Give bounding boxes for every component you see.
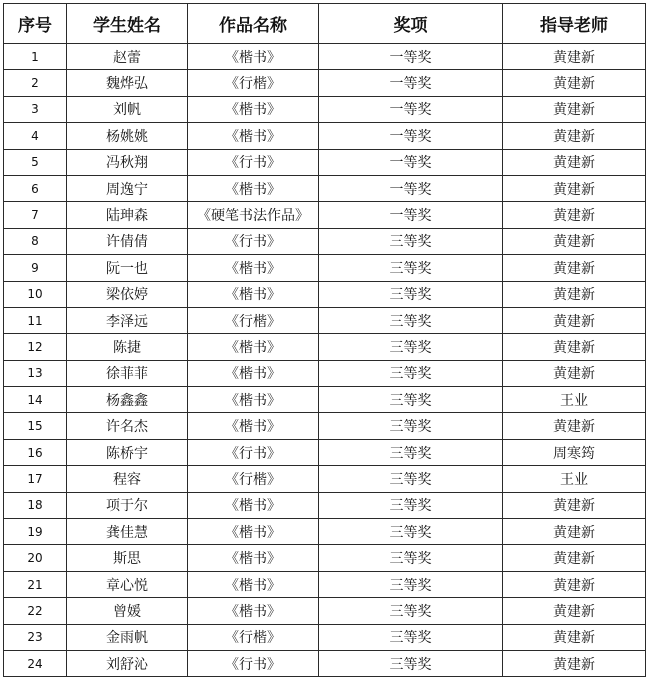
cell-award: 三等奖 <box>319 307 503 333</box>
cell-instructor: 黄建新 <box>503 598 646 624</box>
table-row <box>4 545 646 571</box>
cell-award: 一等奖 <box>319 149 503 175</box>
cell-work-title: 《硬笔书法作品》 <box>188 202 319 228</box>
cell-instructor: 黄建新 <box>503 334 646 360</box>
cell-student-name: 冯秋翔 <box>67 149 188 175</box>
cell-instructor: 周寒筠 <box>503 439 646 465</box>
cell-student-name: 曾媛 <box>67 598 188 624</box>
cell-work-title: 《行楷》 <box>188 624 319 650</box>
table-row <box>4 175 646 201</box>
table-row <box>4 96 646 122</box>
cell-award: 三等奖 <box>319 624 503 650</box>
cell-student-name: 许名杰 <box>67 413 188 439</box>
cell-instructor: 黄建新 <box>503 149 646 175</box>
cell-work-title: 《楷书》 <box>188 281 319 307</box>
cell-work-title: 《楷书》 <box>188 519 319 545</box>
cell-number: 17 <box>4 466 67 492</box>
cell-award: 一等奖 <box>319 123 503 149</box>
table-row <box>4 387 646 413</box>
cell-student-name: 李泽远 <box>67 307 188 333</box>
cell-instructor: 黄建新 <box>503 307 646 333</box>
cell-award: 一等奖 <box>319 175 503 201</box>
table-row <box>4 228 646 254</box>
cell-number: 6 <box>4 175 67 201</box>
cell-work-title: 《楷书》 <box>188 255 319 281</box>
cell-number: 14 <box>4 387 67 413</box>
cell-student-name: 徐菲菲 <box>67 360 188 386</box>
cell-award: 三等奖 <box>319 650 503 676</box>
cell-instructor: 黄建新 <box>503 44 646 70</box>
cell-award: 三等奖 <box>319 228 503 254</box>
cell-work-title: 《行书》 <box>188 650 319 676</box>
table-row <box>4 413 646 439</box>
header-instructor: 指导老师 <box>503 4 646 44</box>
cell-instructor: 黄建新 <box>503 650 646 676</box>
cell-student-name: 程容 <box>67 466 188 492</box>
cell-student-name: 陆珅森 <box>67 202 188 228</box>
cell-work-title: 《楷书》 <box>188 334 319 360</box>
cell-student-name: 许倩倩 <box>67 228 188 254</box>
cell-student-name: 梁依婷 <box>67 281 188 307</box>
cell-work-title: 《楷书》 <box>188 96 319 122</box>
cell-instructor: 黄建新 <box>503 202 646 228</box>
cell-work-title: 《楷书》 <box>188 598 319 624</box>
cell-instructor: 黄建新 <box>503 123 646 149</box>
header-work-title: 作品名称 <box>188 4 319 44</box>
cell-number: 12 <box>4 334 67 360</box>
cell-number: 4 <box>4 123 67 149</box>
cell-instructor: 黄建新 <box>503 228 646 254</box>
cell-number: 10 <box>4 281 67 307</box>
table-row <box>4 149 646 175</box>
cell-number: 9 <box>4 255 67 281</box>
table-body <box>4 44 646 677</box>
table-row <box>4 519 646 545</box>
cell-number: 22 <box>4 598 67 624</box>
cell-work-title: 《行书》 <box>188 149 319 175</box>
cell-award: 三等奖 <box>319 545 503 571</box>
cell-instructor: 黄建新 <box>503 175 646 201</box>
cell-instructor: 王业 <box>503 387 646 413</box>
cell-number: 21 <box>4 571 67 597</box>
cell-instructor: 黄建新 <box>503 519 646 545</box>
cell-student-name: 刘帆 <box>67 96 188 122</box>
cell-award: 三等奖 <box>319 281 503 307</box>
cell-award: 三等奖 <box>319 255 503 281</box>
cell-number: 5 <box>4 149 67 175</box>
cell-award: 三等奖 <box>319 492 503 518</box>
table-row <box>4 466 646 492</box>
cell-work-title: 《行楷》 <box>188 70 319 96</box>
header-award: 奖项 <box>319 4 503 44</box>
cell-award: 一等奖 <box>319 202 503 228</box>
cell-number: 24 <box>4 650 67 676</box>
header-student-name: 学生姓名 <box>67 4 188 44</box>
cell-award: 三等奖 <box>319 360 503 386</box>
table-row <box>4 492 646 518</box>
cell-student-name: 金雨帆 <box>67 624 188 650</box>
cell-number: 18 <box>4 492 67 518</box>
cell-instructor: 黄建新 <box>503 492 646 518</box>
cell-award: 三等奖 <box>319 519 503 545</box>
cell-work-title: 《楷书》 <box>188 545 319 571</box>
cell-number: 2 <box>4 70 67 96</box>
cell-work-title: 《楷书》 <box>188 44 319 70</box>
table-row <box>4 281 646 307</box>
header-number: 序号 <box>4 4 67 44</box>
cell-number: 8 <box>4 228 67 254</box>
cell-number: 3 <box>4 96 67 122</box>
cell-award: 三等奖 <box>319 598 503 624</box>
cell-award: 三等奖 <box>319 571 503 597</box>
cell-student-name: 项于尔 <box>67 492 188 518</box>
table-row <box>4 44 646 70</box>
cell-work-title: 《楷书》 <box>188 387 319 413</box>
cell-number: 11 <box>4 307 67 333</box>
table-row <box>4 202 646 228</box>
cell-number: 1 <box>4 44 67 70</box>
cell-work-title: 《楷书》 <box>188 360 319 386</box>
cell-award: 三等奖 <box>319 413 503 439</box>
cell-work-title: 《行书》 <box>188 439 319 465</box>
cell-number: 20 <box>4 545 67 571</box>
cell-student-name: 龚佳慧 <box>67 519 188 545</box>
cell-instructor: 黄建新 <box>503 413 646 439</box>
cell-instructor: 黄建新 <box>503 624 646 650</box>
cell-student-name: 陈捷 <box>67 334 188 360</box>
awards-table <box>3 3 646 677</box>
cell-work-title: 《行书》 <box>188 228 319 254</box>
cell-student-name: 阮一也 <box>67 255 188 281</box>
table-row <box>4 70 646 96</box>
table-row <box>4 439 646 465</box>
cell-work-title: 《楷书》 <box>188 413 319 439</box>
cell-award: 三等奖 <box>319 466 503 492</box>
cell-student-name: 杨姚姚 <box>67 123 188 149</box>
cell-student-name: 杨鑫鑫 <box>67 387 188 413</box>
cell-student-name: 陈桥宇 <box>67 439 188 465</box>
cell-student-name: 周逸宁 <box>67 175 188 201</box>
table-row <box>4 360 646 386</box>
cell-number: 13 <box>4 360 67 386</box>
cell-number: 16 <box>4 439 67 465</box>
cell-instructor: 黄建新 <box>503 255 646 281</box>
header-row <box>4 4 646 44</box>
cell-number: 19 <box>4 519 67 545</box>
table-row <box>4 571 646 597</box>
cell-instructor: 黄建新 <box>503 571 646 597</box>
table-row <box>4 255 646 281</box>
table-row <box>4 334 646 360</box>
cell-number: 15 <box>4 413 67 439</box>
table-row <box>4 307 646 333</box>
cell-award: 一等奖 <box>319 44 503 70</box>
cell-award: 三等奖 <box>319 439 503 465</box>
cell-instructor: 黄建新 <box>503 281 646 307</box>
cell-instructor: 王业 <box>503 466 646 492</box>
cell-student-name: 魏烨弘 <box>67 70 188 96</box>
cell-award: 三等奖 <box>319 387 503 413</box>
table-row <box>4 123 646 149</box>
cell-instructor: 黄建新 <box>503 360 646 386</box>
cell-award: 一等奖 <box>319 70 503 96</box>
table-row <box>4 624 646 650</box>
cell-award: 一等奖 <box>319 96 503 122</box>
cell-instructor: 黄建新 <box>503 96 646 122</box>
cell-student-name: 刘舒沁 <box>67 650 188 676</box>
cell-instructor: 黄建新 <box>503 545 646 571</box>
table-row <box>4 598 646 624</box>
cell-work-title: 《楷书》 <box>188 123 319 149</box>
cell-student-name: 斯思 <box>67 545 188 571</box>
cell-work-title: 《楷书》 <box>188 175 319 201</box>
cell-work-title: 《行楷》 <box>188 466 319 492</box>
table-row <box>4 650 646 676</box>
cell-award: 三等奖 <box>319 334 503 360</box>
cell-number: 7 <box>4 202 67 228</box>
cell-instructor: 黄建新 <box>503 70 646 96</box>
cell-work-title: 《楷书》 <box>188 492 319 518</box>
cell-student-name: 赵蕾 <box>67 44 188 70</box>
cell-number: 23 <box>4 624 67 650</box>
cell-work-title: 《楷书》 <box>188 571 319 597</box>
cell-student-name: 章心悦 <box>67 571 188 597</box>
cell-work-title: 《行楷》 <box>188 307 319 333</box>
